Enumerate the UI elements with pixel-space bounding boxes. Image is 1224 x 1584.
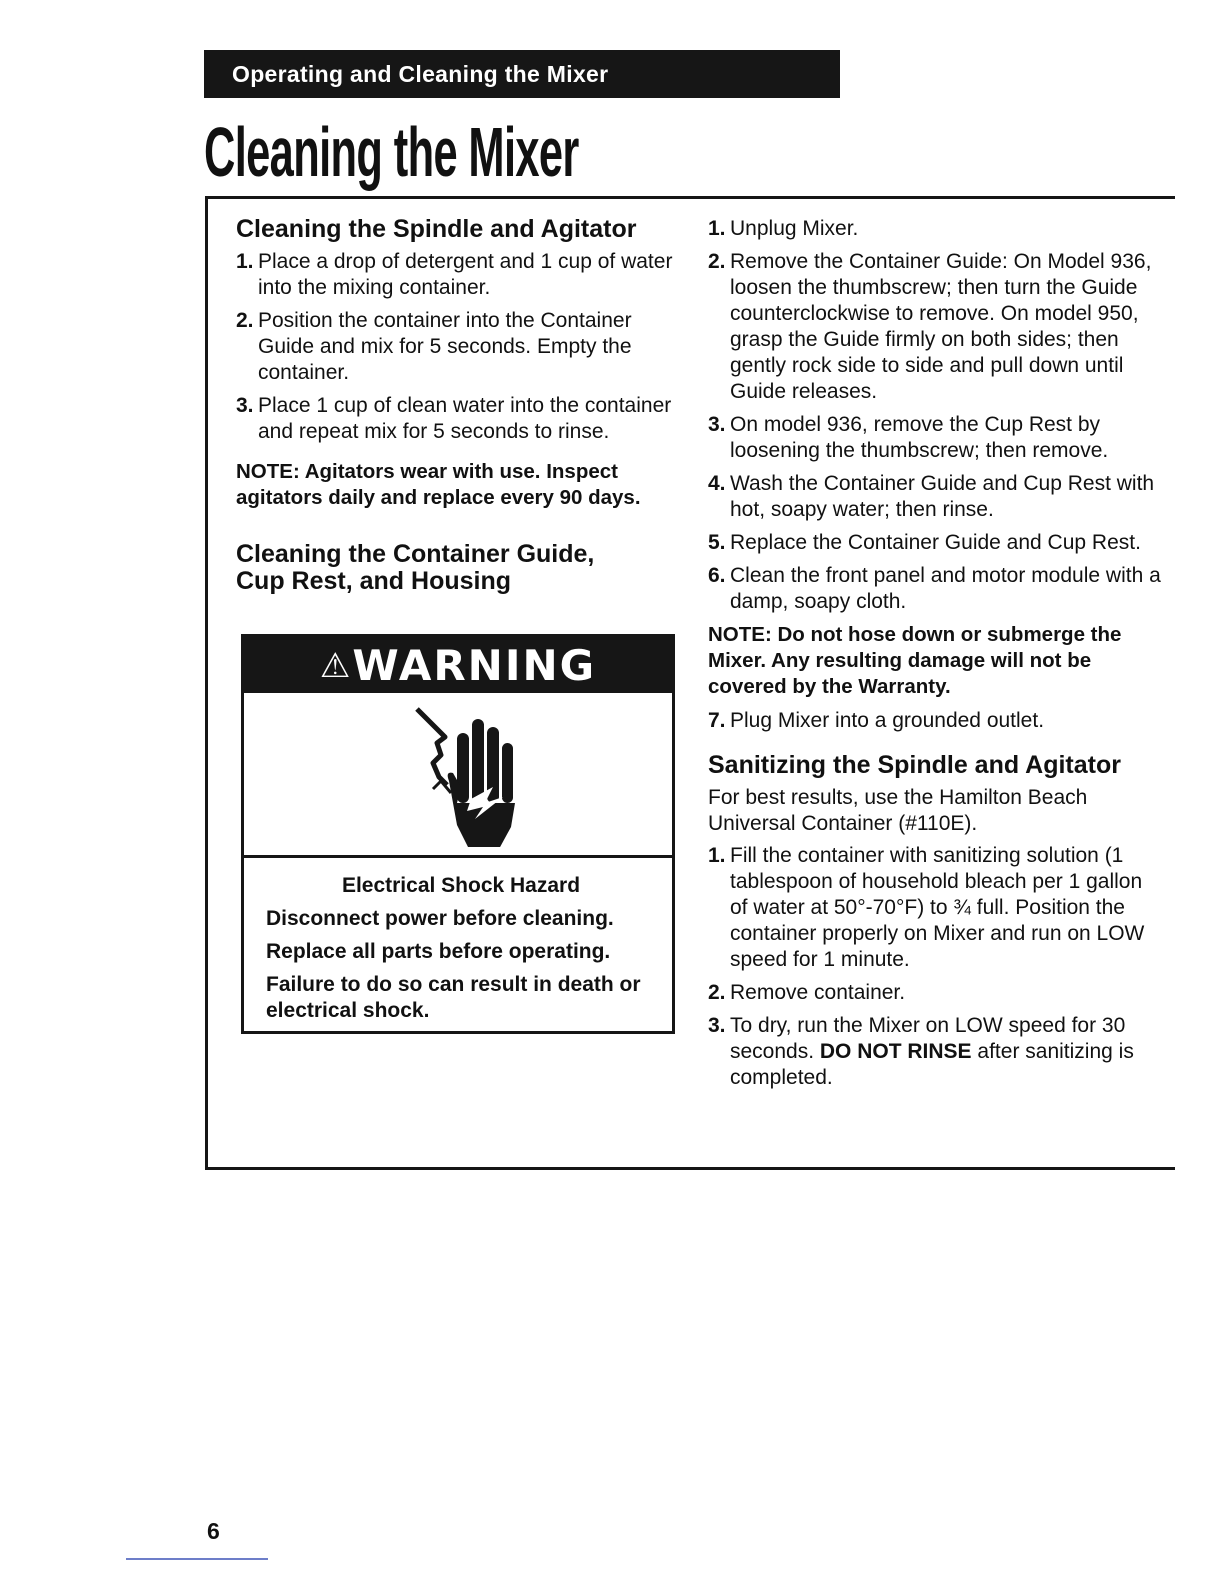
left-column	[236, 216, 682, 601]
step-number: 1.	[708, 844, 726, 867]
right-column	[708, 216, 1163, 1098]
agitator-note: NOTE: Agitators wear with use. Inspect agitators daily and replace every 90 days.	[236, 460, 641, 509]
step-number: 5.	[708, 531, 726, 554]
sanitize-steps-list	[708, 843, 1163, 1091]
warning-title: WARNING	[352, 641, 597, 690]
warning-line: Disconnect power before cleaning.	[266, 907, 614, 930]
list-item	[708, 563, 1163, 615]
step-number: 6.	[708, 564, 726, 587]
list-item	[236, 308, 682, 386]
step-text: Unplug Mixer.	[730, 217, 859, 240]
list-item	[236, 393, 682, 445]
step-number: 1.	[236, 250, 254, 273]
warning-box	[241, 634, 675, 1034]
step-text: Remove container.	[730, 981, 906, 1004]
list-item	[708, 216, 1163, 242]
warning-line: Replace all parts before operating.	[266, 940, 611, 963]
hose-note: NOTE: Do not hose down or submerge the Mixer. Any resulting damage will not be covered by the Warranty.	[708, 623, 1122, 698]
step-text: Position the container into the Container Guide and mix for 5 seconds. Empty the container.	[258, 309, 632, 384]
step-number: 7.	[708, 709, 726, 732]
step-number: 3.	[236, 394, 254, 417]
warning-text	[266, 873, 656, 1031]
step-text: Fill the container with sanitizing solution (1 tablespoon of household bleach per 1 gallon of water at 50°-70°F) to ¾ full. Position the container properly on Mixer and run on LOW speed for 1 minute.	[730, 844, 1145, 971]
spindle-heading: Cleaning the Spindle and Agitator	[236, 215, 637, 243]
page-title: Cleaning the Mixer	[204, 113, 579, 191]
section-header-bar: Operating and Cleaning the Mixer	[204, 50, 840, 98]
sanitize-intro: For best results, use the Hamilton Beach Universal Container (#110E).	[708, 786, 1088, 835]
warning-illustration	[244, 693, 672, 858]
step-text-part: To dry, run the Mixer on LOW speed for 30 seconds.	[730, 1014, 1126, 1063]
step-text: Remove the Container Guide: On Model 936, loosen the thumbscrew; then turn the Guide counterclockwise to remove. On model 950, grasp the Guide firmly on both sides; then gently rock side to side and pull down until Guide releases.	[730, 250, 1152, 403]
guide-heading: Cleaning the Container Guide, Cup Rest, and Housing	[236, 540, 595, 595]
page-number: 6	[207, 1518, 220, 1544]
electrical-shock-hand-icon	[411, 707, 521, 847]
warning-header	[244, 637, 672, 693]
guide-step-7-list	[708, 708, 1163, 734]
footer-rule	[126, 1558, 268, 1560]
step-number: 2.	[708, 981, 726, 1004]
step-number: 2.	[708, 250, 726, 273]
step-text: Wash the Container Guide and Cup Rest with hot, soapy water; then rinse.	[730, 472, 1155, 521]
step-text: Place 1 cup of clean water into the container and repeat mix for 5 seconds to rinse.	[258, 394, 672, 443]
list-item	[708, 530, 1163, 556]
step-text: Place a drop of detergent and 1 cup of water into the mixing container.	[258, 250, 673, 299]
warning-line: Failure to do so can result in death or electrical shock.	[266, 973, 641, 1022]
step-text: Replace the Container Guide and Cup Rest.	[730, 531, 1141, 554]
list-item	[708, 412, 1163, 464]
list-item	[708, 1013, 1163, 1091]
list-item	[708, 249, 1163, 405]
do-not-rinse-emphasis: DO NOT RINSE	[819, 1040, 972, 1063]
list-item	[708, 980, 1163, 1006]
step-text: Clean the front panel and motor module with a damp, soapy cloth.	[730, 564, 1161, 613]
guide-steps-list	[708, 216, 1163, 615]
step-text: Plug Mixer into a grounded outlet.	[730, 709, 1045, 732]
step-text: On model 936, remove the Cup Rest by loosening the thumbscrew; then remove.	[730, 413, 1109, 462]
sanitize-heading: Sanitizing the Spindle and Agitator	[708, 751, 1121, 779]
step-number: 2.	[236, 309, 254, 332]
hazard-title: Electrical Shock Hazard	[341, 874, 581, 897]
step-number: 1.	[708, 217, 726, 240]
warning-triangle-icon: ⚠	[319, 646, 353, 686]
list-item	[236, 249, 682, 301]
step-number: 3.	[708, 1014, 726, 1037]
step-text-part: after sanitizing is completed.	[730, 1040, 1134, 1089]
step-text	[730, 1014, 1134, 1089]
step-number: 3.	[708, 413, 726, 436]
list-item	[708, 843, 1163, 973]
list-item	[708, 708, 1163, 734]
step-number: 4.	[708, 472, 726, 495]
list-item	[708, 471, 1163, 523]
spindle-steps-list	[236, 249, 682, 445]
